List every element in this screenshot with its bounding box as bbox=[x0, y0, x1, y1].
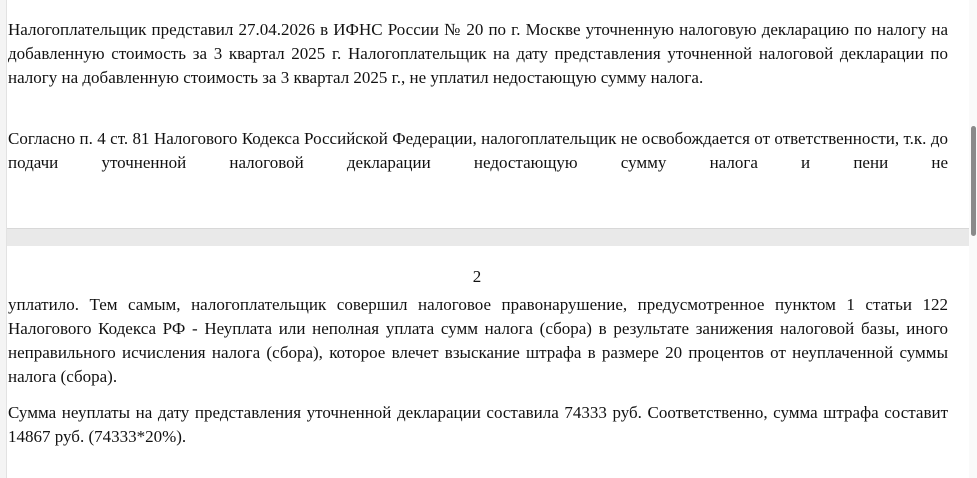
left-panel-edge bbox=[0, 0, 7, 478]
scrollbar-thumb[interactable] bbox=[971, 126, 976, 236]
page-break bbox=[7, 228, 969, 247]
paragraph-violation: уплатило. Тем самым, налогоплательщик совершил налоговое правонарушение, предусмотренное пунктом 1 статьи 122 Налогового Кодекса РФ - Неуплата или неполная уплата сумм налога (сбора) в результате занижения налоговой базы, иного неправильного исчисления налога (сбора), которое влечет взыскание штрафа в размере 20 процентов от неуплаченной суммы налога (сбора). bbox=[8, 295, 948, 386]
vertical-scrollbar[interactable] bbox=[969, 0, 977, 478]
paragraph-liability: Согласно п. 4 ст. 81 Налогового Кодекса Российской Федерации, налогоплательщик не освобождается от ответственности, т.к. до подачи уточненной налоговой декларации недостающую сумму налога и пени не bbox=[8, 129, 948, 172]
document-page-1 bbox=[7, 0, 969, 228]
document-page-2 bbox=[7, 246, 969, 478]
page-number: 2 bbox=[472, 267, 482, 286]
paragraph-penalty-amount: Сумма неуплаты на дату представления уточненной декларации составила 74333 руб. Соответственно, сумма штрафа составит 14867 руб. (74333*20%). bbox=[8, 403, 948, 446]
paragraph-filing-info: Налогоплательщик представил 27.04.2026 в ИФНС России № 20 по г. Москве уточненную налоговую декларацию по налогу на добавленную стоимость за 3 квартал 2025 г. Налогоплательщик на дату представления уточненной налоговой декларации по налогу на добавленную стоимость за 3 квартал 2025 г., не уплатил недостающую сумму налога. bbox=[8, 20, 948, 87]
